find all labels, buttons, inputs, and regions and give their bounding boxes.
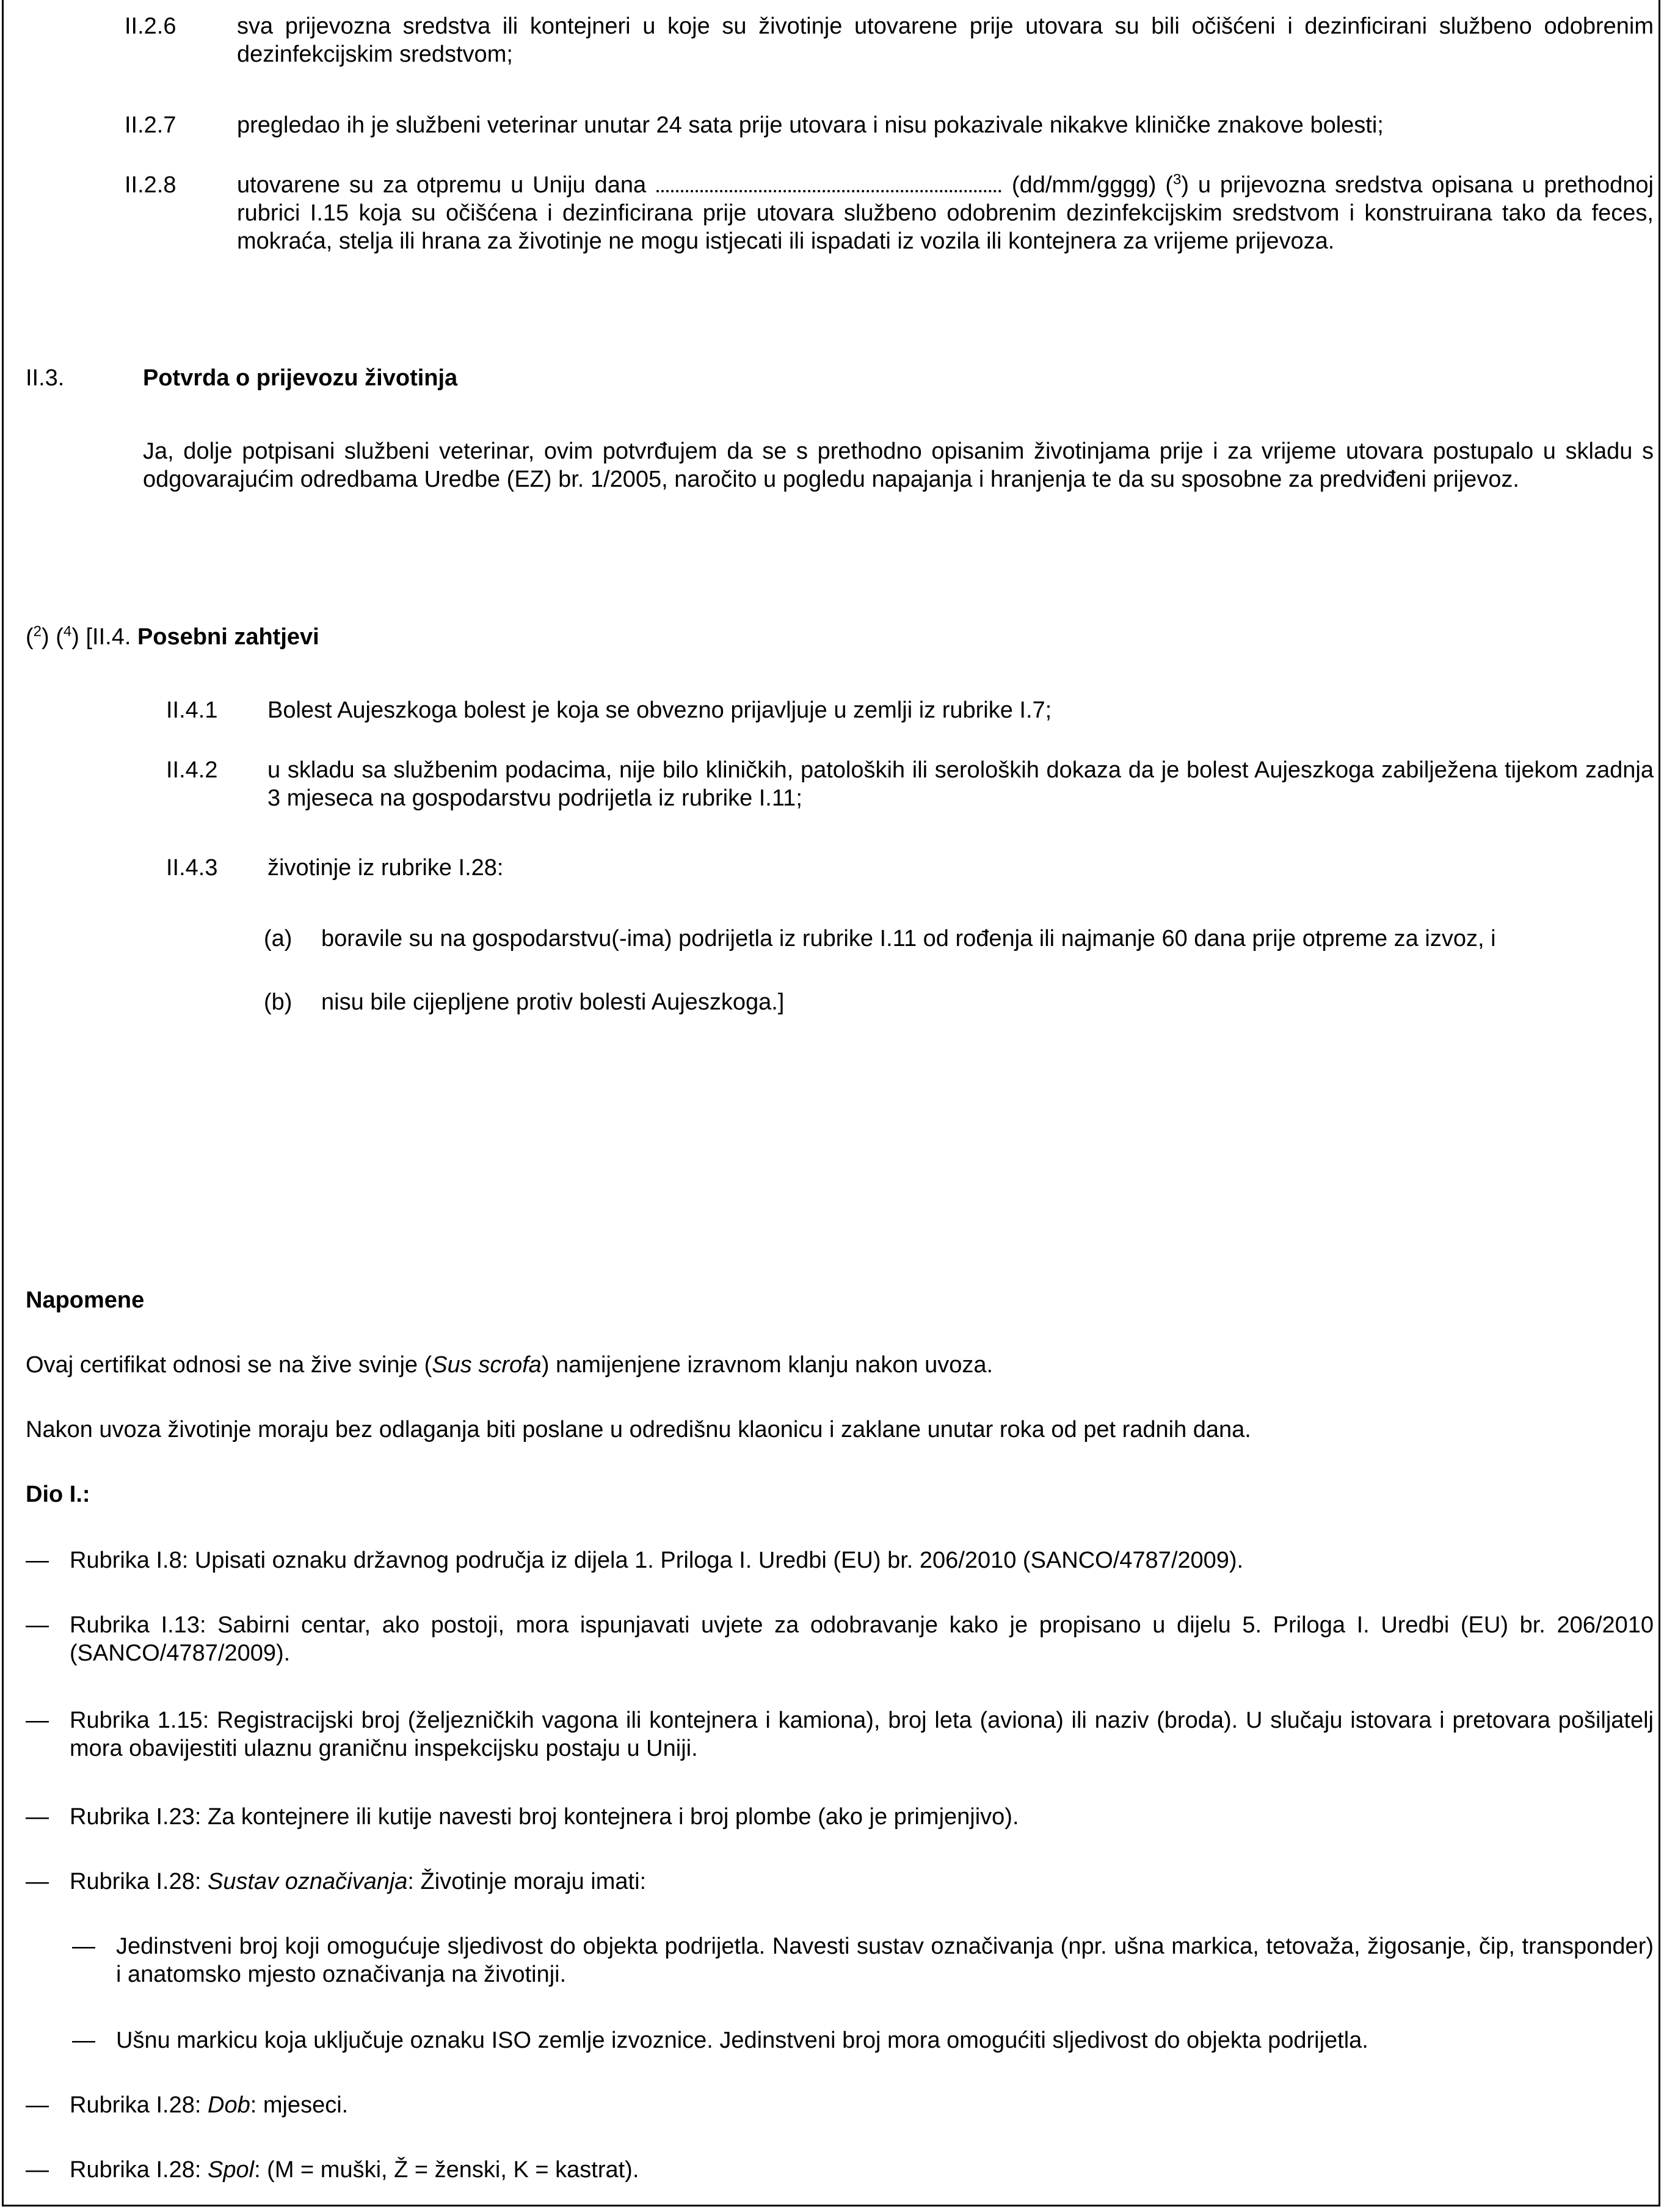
note-bullet: Rubrika I.28: Spol: (M = muški, Ž = ženski, K = kastrat). [70,2157,639,2183]
section-text-2-8: utovarene su za otpremu u Uniju dana (dd/mm/gggg) ($^3$) u prijevozna sredstva opisana u prethodnoj rubrici I.15 koja su očišćena i dezinficirana prije utovara službeno odobrenim dezinfekcijskim sredstvom i konstruirana tako da feces, mokraća, stelja ili hrana za životinje ne mogu istjecati ili ispadati iz vozila ili kontejnera za vrijeme prijevoza. [237,171,1654,254]
section-title-4: Posebni zahtjevi [137,624,319,650]
bullet-dash: — [26,2092,49,2118]
subitem-text: nisu bile cijepljene protiv bolesti Aujeszkoga.] [321,989,785,1015]
section-heading-4: ($^2$) ($^4$) [II.4. Posebni zahtjevi [26,623,319,650]
section-number-2-6: II.2.6 [125,13,176,39]
section-title-3: Potvrda o prijevozu životinja [143,365,458,391]
section-number-2-7: II.2.7 [125,112,176,138]
notes-paragraph: Nakon uvoza životinje moraju bez odlaganja biti poslane u odredišnu klaonicu i zaklane unutar roka od pet radnih dana. [26,1417,1251,1443]
section-text-2-7: pregledao ih je službeni veterinar unutar 24 sata prije utovara i nisu pokazivale nikakve kliničke znakove bolesti; [237,112,1384,138]
bullet-dash: — [26,1804,49,1830]
bullet-dash: — [26,1548,49,1573]
note-bullet: Rubrika I.8: Upisati oznaku državnog područja iz dijela 1. Priloga I. Uredbi (EU) br. 206/2010 (SANCO/4787/2009). [70,1548,1244,1573]
date-blank [656,185,1001,192]
bullet-dash: — [26,2157,49,2183]
note-bullet: Rubrika I.23: Za kontejnere ili kutije navesti broj kontejnera i broj plombe (ako je primjenjivo). [70,1804,1019,1830]
subitem-label: (a) [264,926,292,951]
note-bullet: Rubrika I.28: Sustav označivanja: Životinje moraju imati: [70,1869,647,1894]
section-number-3: II.3. [26,365,65,391]
bullet-dash: — [26,1869,49,1894]
subitem-label: (b) [264,989,292,1015]
bullet-dash: — [26,1612,49,1638]
sub-bullet-dash: — [72,1934,95,1959]
section-text-3: Ja, dolje potpisani službeni veterinar, ovim potvrđujem da se s prethodno opisanim životinjama prije i za vrijeme utovara postupalo u skladu s odgovarajućim odredbama Uredbe (EZ) br. 1/2005, naročito u pogledu napajanja i hranjenja te da su sposobne za predviđeni prijevoz. [143,438,1654,492]
note-bullet: Rubrika 1.15: Registracijski broj (željezničkih vagona ili kontejnera i kamiona), broj leta (aviona) ili naziv (broda). U slučaju istovara i pretovara pošiljatelj mora obavijestiti ulaznu graničnu inspekcijsku postaju u Uniji. [70,1708,1654,1761]
note-sub-bullet: Ušnu markicu koja uključuje oznaku ISO zemlje izvoznice. Jedinstveni broj mora omogućiti sljedivost do objekta podrijetla. [116,2028,1368,2053]
note-bullet: Rubrika I.13: Sabirni centar, ako postoji, mora ispunjavati uvjete za odobravanje kako je propisano u dijelu 5. Priloga I. Uredbi (EU) br. 206/2010 (SANCO/4787/2009). [70,1612,1654,1666]
item-text: Bolest Aujeszkoga bolest je koja se obvezno prijavljuje u zemlji iz rubrike I.7; [267,697,1052,723]
item-text: u skladu sa službenim podacima, nije bilo kliničkih, patoloških ili seroloških dokaza da je bolest Aujeszkoga zabilježena tijekom zadnja 3 mjeseca na gospodarstvu podrijetla iz rubrike I.11; [267,757,1654,811]
sub-bullet-dash: — [72,2028,95,2053]
bullet-dash: — [26,1708,49,1733]
item-number: II.4.3 [166,855,218,881]
section-number-2-8: II.2.8 [125,172,176,198]
note-sub-bullet: Jedinstveni broj koji omogućuje sljedivost do objekta podrijetla. Navesti sustav označivanja (npr. ušna markica, tetovaža, žigosanje, čip, transponder) i anatomsko mjesto označivanja na životinji. [116,1934,1654,1987]
section-text-2-6: sva prijevozna sredstva ili kontejneri u koje su životinje utovarene prije utovara su bili očišćeni i dezinficirani službeno odobrenim dezinfekcijskim sredstvom; [237,13,1654,67]
notes-title: Napomene [26,1287,145,1313]
notes-paragraph: Ovaj certifikat odnosi se na žive svinje (Sus scrofa) namijenjene izravnom klanju nakon uvoza. [26,1352,994,1378]
part-heading: Dio I.: [26,1482,90,1507]
note-bullet: Rubrika I.28: Dob: mjeseci. [70,2092,349,2118]
item-text: životinje iz rubrike I.28: [267,855,504,881]
subitem-text: boravile su na gospodarstvu(-ima) podrijetla iz rubrike I.11 od rođenja ili najmanje 60 dana prije otpreme za izvoz, i [321,926,1496,951]
item-number: II.4.1 [166,697,218,723]
item-number: II.4.2 [166,757,218,783]
